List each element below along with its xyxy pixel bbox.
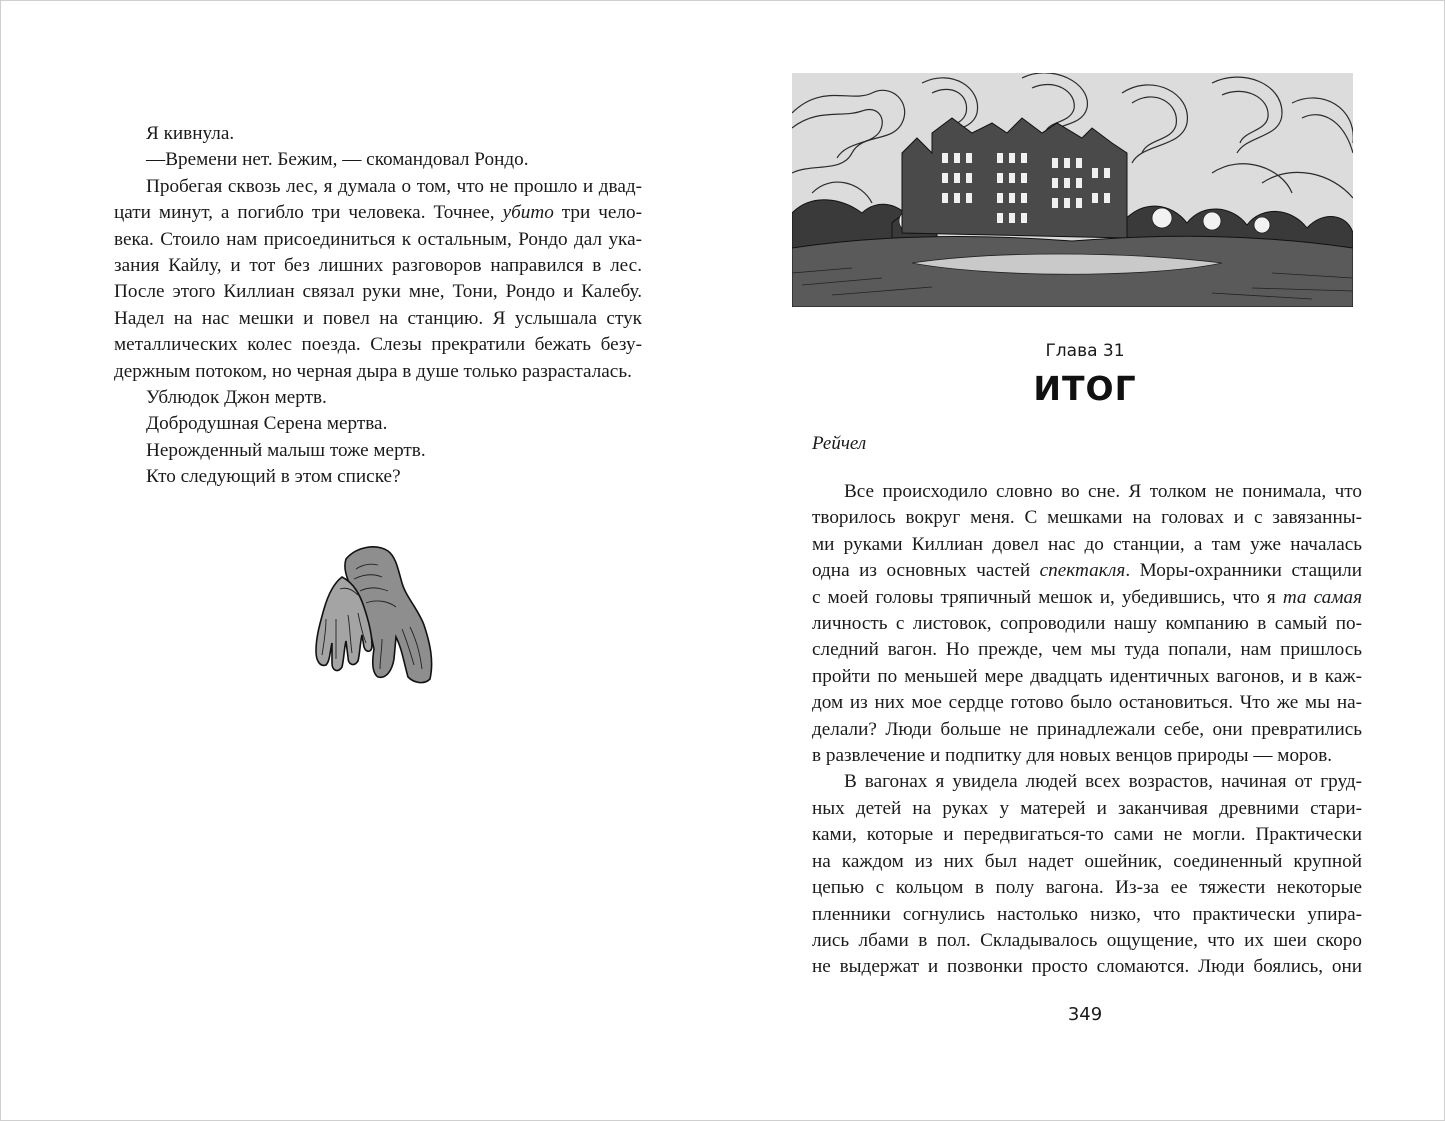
emphasis: убито: [502, 202, 554, 224]
paragraph: [812, 769, 1362, 980]
text-line: ками, которые и передвигаться-то сами не могли. Практически: [812, 824, 1362, 846]
mansion-illustration: [792, 73, 1353, 307]
text-line: дом из них мое сердце готово было остановиться. Что же мы на-: [812, 692, 1362, 714]
paragraph: [114, 174, 642, 385]
text-line: Добродушная Серена мертва.: [146, 413, 388, 435]
right-page-text: [812, 479, 1362, 981]
pov-character: Рейчел: [812, 433, 867, 454]
text-line: ных детей на руках у матерей и заканчивая древними стари-: [812, 797, 1362, 819]
text-line: лись лбами в пол. Складывалось ощущение, что их шеи скоро: [812, 929, 1362, 951]
text-line: делали? Люди больше не принадлежали себе, они превратились: [812, 718, 1362, 740]
text-line: пленники согнулись настолько низко, что практически упира-: [812, 903, 1362, 925]
text-line: Надел на нас мешки и повел на станцию. Я услышала стук: [114, 307, 642, 329]
text-line: [812, 558, 1362, 584]
text-line: века. Стоило нам присоединиться к остальным, Рондо дал ука-: [114, 228, 642, 250]
text-line: держным потоком, но черная дыра в душе только разрасталась.: [114, 360, 632, 382]
text-line: творилось вокруг меня. С мешками на головах и с завязанны-: [812, 507, 1362, 529]
emphasis: спектакля: [1039, 560, 1126, 582]
text-line: Все происходило словно во сне. Я толком не понимала, что: [844, 481, 1362, 502]
paragraph: [114, 385, 642, 411]
text-line: [114, 200, 642, 226]
chapter-label: Глава 31: [1045, 341, 1125, 361]
text-fragment: цати минут, а погибло три человека. Точнее,: [114, 202, 503, 224]
paragraph: [114, 411, 642, 437]
text-fragment: одна из основных частей: [812, 560, 1040, 582]
text-line: металлических колес поезда. Слезы прекратили бежать безу-: [114, 334, 642, 356]
text-line: на каждом из них был надет ошейник, соединенный крупной: [812, 850, 1362, 872]
text-line: пройти по меньшей мере двадцать идентичных вагонов, и в каж-: [812, 665, 1362, 687]
text-line: в развлечение и подпитку для новых венцов природы — моров.: [812, 745, 1333, 767]
right-page: [724, 1, 1445, 1121]
text-line: Пробегая сквозь лес, я думала о том, что не прошло и двад-: [146, 175, 642, 197]
text-line: ми руками Киллиан довел нас до станции, а там уже началась: [812, 533, 1362, 555]
page-number: 349: [1067, 1004, 1103, 1025]
hands-illustration: [306, 539, 441, 689]
text-line: После этого Киллиан связал руки мне, Тони, Рондо и Калебу.: [114, 281, 642, 303]
text-line: —Времени нет. Бежим, — скомандовал Рондо.: [146, 149, 529, 171]
chapter-title: ИТОГ: [1033, 369, 1137, 408]
text-line: зания Кайлу, и тот без лишних разговоров направился в лес.: [114, 255, 642, 277]
text-fragment: с моей головы тряпичный мешок и, убедившись, что я: [812, 586, 1283, 608]
text-fragment: . Моры-охранники стащили: [1125, 560, 1362, 582]
text-line: Я кивнула.: [146, 123, 235, 144]
left-page: [1, 1, 723, 1121]
emphasis: та самая: [1282, 586, 1363, 608]
text-line: цепью с кольцом в полу вагона. Из-за ее тяжести некоторые: [812, 877, 1362, 899]
text-line: следний вагон. Но прежде, чем мы туда попали, нам пришлось: [812, 639, 1362, 661]
text-line: Нерожденный малыш тоже мертв.: [146, 439, 426, 461]
paragraph: [114, 121, 642, 147]
text-line: личность с листовок, сопроводили нашу компанию в самый по-: [812, 613, 1362, 635]
text-line: В вагонах я увидела людей всех возрастов, начиная от груд-: [844, 771, 1362, 793]
left-page-text: [114, 121, 642, 491]
text-line: не выдержат и позвонки просто сломаются. Люди боялись, они: [812, 956, 1362, 978]
paragraph: [812, 479, 1362, 769]
paragraph: [114, 438, 642, 464]
paragraph: [114, 147, 642, 173]
text-fragment: три чело-: [553, 202, 642, 224]
text-line: Ублюдок Джон мертв.: [146, 387, 327, 409]
text-line: [812, 585, 1362, 611]
text-line: Кто следующий в этом списке?: [146, 466, 401, 488]
paragraph: [114, 464, 642, 490]
